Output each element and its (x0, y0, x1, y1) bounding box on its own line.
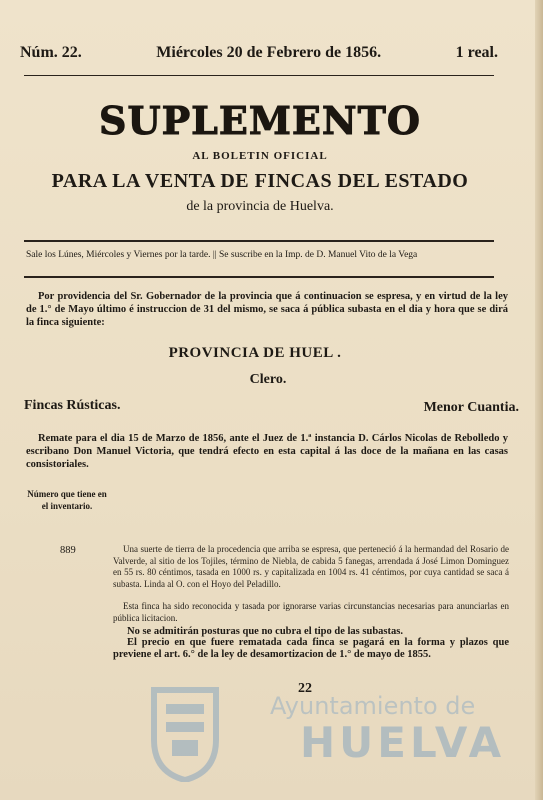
city-crest-icon (148, 682, 222, 782)
masthead (20, 44, 498, 62)
inventory-number: 889 (60, 545, 76, 556)
issue-number: Núm. 22. (20, 44, 82, 61)
masthead-rule (24, 75, 494, 76)
subtitle-venta-fincas: PARA LA VENTA DE FINCAS DEL ESTADO (51, 170, 469, 192)
subscription-rule-bottom (24, 276, 494, 278)
auction-paragraph: Remate para el dia 15 de Marzo de 1856, ante el Juez de 1.ª instancia D. Cárlos Nicolas de Rebolledo y escribano Don Manuel Victoria, que tendrá efecto en esta capital á las doce de la mañana en las casas consistoriales. (26, 433, 508, 470)
page-title: SUPLEMENTO (99, 98, 421, 143)
fincas-rusticas-heading: Fincas Rústicas. (24, 398, 121, 413)
subtitle-boletin: AL BOLETIN OFICIAL (192, 150, 328, 162)
watermark-line-1: Ayuntamiento de (270, 692, 476, 720)
inventory-column-header: Número que tiene en el inventario. (27, 489, 107, 511)
province-heading: PROVINCIA DE HUEL . (168, 345, 342, 361)
subtitle-provincia: de la provincia de Huelva. (186, 199, 334, 214)
note-precio: El precio en que fuere rematada cada finca se pagará en la forma y plazos que previene el art. 6.° de la ley de desamortizacion de 1.° de mayo de 1855. (113, 637, 509, 661)
menor-cuantia-heading: Menor Cuantia. (423, 400, 519, 415)
item-description: Una suerte de tierra de la procedencia que arriba se espresa, que perteneció á la hermandad del Rosario de Valverde, al sitio de los Tojiles, término de Niebla, de cabida 5 fanegas, arrendada á José Limon Dominguez en 55 rs. 80 céntimos, tasada en 1000 rs. y capitalizada en 1004 rs. 41 céntimos, por cuya cantidad se saca á subasta. Linda al O. con el Hoyo del Peladillo. (113, 544, 509, 589)
subscription-rule-top (24, 240, 494, 242)
intro-paragraph: Por providencia del Sr. Gobernador de la provincia que á continuacion se espresa, y en virtud de la ley de 1.° de Mayo último é instruccion de 31 del mismo, se saca á pública subasta en el dia y hora que se dirá la finca siguiente: (26, 291, 508, 328)
issue-price: 1 real. (455, 44, 498, 61)
note-reconocida: Esta finca ha sido reconocida y tasada por ignorarse varias circunstancias necesarias para anunciarlas en pública licitacion. (113, 601, 509, 623)
issue-date: Miércoles 20 de Febrero de 1856. (156, 44, 382, 61)
note-posturas: No se admitirán posturas que no cubra el tipo de las subastas. (127, 626, 403, 637)
page-number: 22 (298, 681, 312, 696)
subscription-line: Sale los Lúnes, Miércoles y Viernes por la tarde. || Se suscribe en la Imp. de D. Manuel Vito de la Vega (26, 250, 418, 260)
watermark-line-2: HUELVA (300, 718, 506, 767)
page-edge (535, 0, 543, 800)
category-heading: Clero. (249, 372, 287, 387)
